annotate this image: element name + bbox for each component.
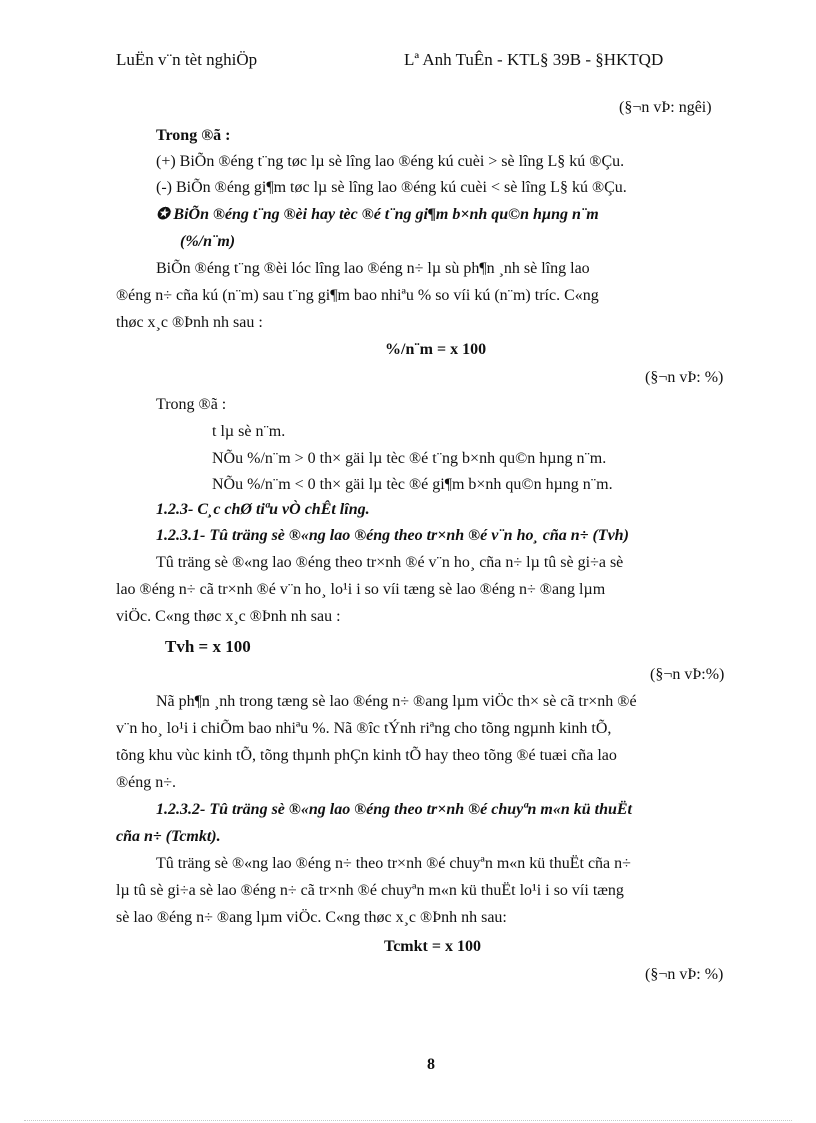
paragraph-line: ®éng n÷. bbox=[116, 774, 177, 791]
section-heading: 1.2.3.2- Tû träng sè ®«ng lao ®éng theo tr×nh ®é chuyªn m«n kü thuËt bbox=[156, 801, 632, 818]
paragraph-line: BiÕn ®éng t¨ng ®èi lóc lîng lao ®éng n÷ lµ sù ph¶n ¸nh sè lîng lao bbox=[156, 260, 590, 277]
bullet-heading-cont: (%/n¨m) bbox=[180, 233, 236, 250]
bullet-heading bbox=[156, 205, 599, 225]
page-number: 8 bbox=[427, 1056, 435, 1073]
paragraph-line: lµ tû sè gi÷a sè lao ®éng n÷ cã tr×nh ®é chuyªn m«n kü thuËt lo¹i i so víi tæng bbox=[116, 882, 624, 899]
unit-label: (§¬n vÞ: %) bbox=[645, 966, 724, 983]
trong-do-label: Trong ®ã : bbox=[156, 127, 231, 144]
text-line: (-) BiÕn ®éng gi¶m tøc lµ sè lîng lao ®éng kú cuèi < sè lîng L§ kú ®Çu. bbox=[156, 179, 627, 196]
paragraph-line: sè lao ®éng n÷ ®ang lµm viÖc. C«ng thøc x¸c ®Þnh nh sau: bbox=[116, 909, 507, 926]
star-bullet-icon: ✪ bbox=[156, 206, 170, 223]
paragraph-line: Nã ph¶n ¸nh trong tæng sè lao ®éng n÷ ®ang lµm viÖc th× sè cã tr×nh ®é bbox=[156, 693, 637, 710]
header-left: LuËn v¨n tèt nghiÖp bbox=[116, 50, 258, 69]
section-heading: 1.2.3- C¸c chØ tiªu vÒ chÊt lîng. bbox=[156, 501, 370, 518]
paragraph-line: tõng khu vùc kinh tÕ, tõng thµnh phÇn kinh tÕ hay theo tõng ®é tuæi cña lao bbox=[116, 747, 617, 764]
header-right: Lª Anh TuÊn - KTL§ 39B - §HKTQD bbox=[404, 50, 664, 69]
unit-label: (§¬n vÞ:%) bbox=[650, 666, 725, 683]
paragraph-line: lao ®éng n÷ cã tr×nh ®é v¨n ho¸ lo¹i i so víi tæng sè lao ®éng n÷ ®ang lµm bbox=[116, 581, 606, 598]
unit-label: (§¬n vÞ: ngêi) bbox=[619, 99, 712, 116]
paragraph-line: ®éng n÷ cña kú (n¨m) sau t¨ng gi¶m bao nhiªu % so víi kú (n¨m) tríc. C«ng bbox=[116, 287, 599, 304]
formula: Tcmkt = x 100 bbox=[384, 938, 481, 955]
trong-do-label: Trong ®ã : bbox=[156, 396, 227, 413]
text-line: t lµ sè n¨m. bbox=[212, 423, 286, 440]
formula: Tvh = x 100 bbox=[165, 637, 251, 656]
paragraph-line: Tû träng sè ®«ng lao ®éng theo tr×nh ®é v¨n ho¸ cña n÷ lµ tû sè gi÷a sè bbox=[156, 554, 624, 571]
formula: %/n¨m = x 100 bbox=[385, 341, 487, 358]
unit-label: (§¬n vÞ: %) bbox=[645, 369, 724, 386]
paragraph-line: Tû träng sè ®«ng lao ®éng n÷ theo tr×nh ®é chuyªn m«n kü thuËt cña n÷ bbox=[156, 855, 631, 872]
section-heading: 1.2.3.1- Tû träng sè ®«ng lao ®éng theo tr×nh ®é v¨n ho¸ cña n÷ (Tvh) bbox=[156, 527, 629, 544]
paragraph-line: v¨n ho¸ lo¹i i chiÕm bao nhiªu %. Nã ®îc tÝnh riªng cho tõng ngµnh kinh tÕ, bbox=[116, 720, 612, 737]
text-line: NÕu %/n¨m > 0 th× gäi lµ tèc ®é t¨ng b×nh qu©n hµng n¨m. bbox=[212, 450, 607, 467]
bullet-heading-text: BiÕn ®éng t¨ng ®èi hay tèc ®é t¨ng gi¶m b×nh qu©n hµng n¨m bbox=[173, 206, 599, 223]
paragraph-line: viÖc. C«ng thøc x¸c ®Þnh nh sau : bbox=[116, 608, 341, 625]
section-heading-cont: cña n÷ (Tcmkt). bbox=[116, 828, 221, 845]
text-line: (+) BiÕn ®éng t¨ng tøc lµ sè lîng lao ®éng kú cuèi > sè lîng L§ kú ®Çu. bbox=[156, 153, 625, 170]
paragraph-line: thøc x¸c ®Þnh nh sau : bbox=[116, 314, 263, 331]
text-line: NÕu %/n¨m < 0 th× gäi lµ tèc ®é gi¶m b×nh qu©n hµng n¨m. bbox=[212, 476, 613, 493]
page-bottom-divider bbox=[24, 1120, 792, 1121]
